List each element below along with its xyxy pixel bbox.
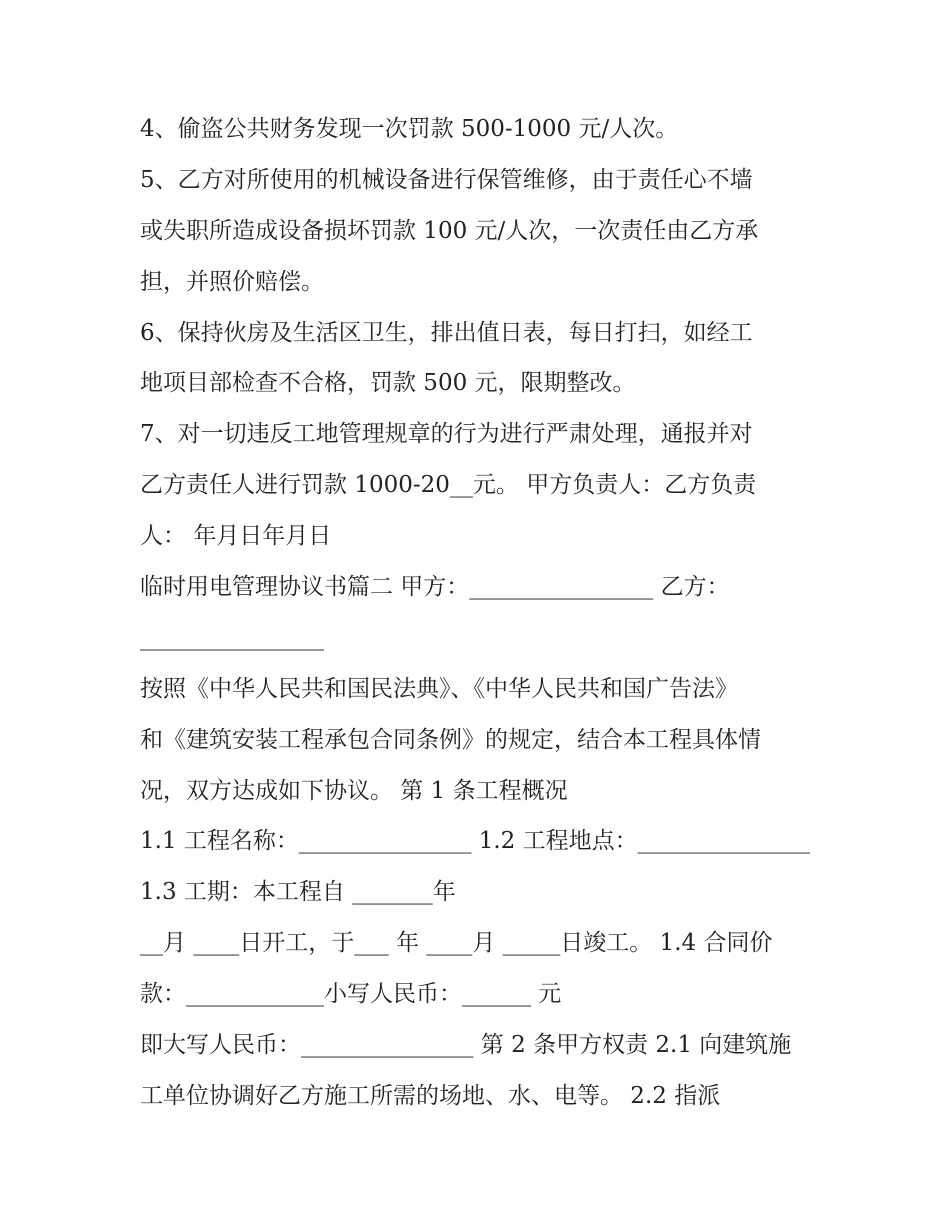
text-line: 况，双方达成如下协议。 第 1 条工程概况 — [140, 777, 568, 804]
text-line: 临时用电管理协议书篇二 甲方：________________ 乙方： — [140, 574, 730, 601]
text-line: 工单位协调好乙方施工所需的场地、水、电等。 2.2 指派 — [140, 1082, 721, 1109]
text-line: 或失职所造成设备损坏罚款 100 元/人次，一次责任由乙方承 — [140, 217, 759, 244]
text-line: 和《建筑安装工程承包合同条例》的规定，结合本工程具体情 — [140, 726, 761, 753]
text-line: 即大写人民币：_______________ 第 2 条甲方权责 2.1 向建筑施 — [140, 1032, 792, 1059]
text-line: 按照《中华人民共和国民法典》、《中华人民共和国广告法》 — [140, 675, 738, 702]
text-line: 7、对一切违反工地管理规章的行为进行严肃处理，通报并对 — [140, 421, 753, 448]
text-line: 担，并照价赔偿。 — [140, 268, 324, 295]
text-line: 4、偷盗公共财务发现一次罚款 500-1000 元/人次。 — [140, 116, 679, 142]
text-line: 人： 年月日年月日 — [140, 523, 332, 550]
document-body — [140, 104, 820, 1122]
text-line: 地项目部检查不合格，罚款 500 元，限期整改。 — [140, 370, 636, 397]
text-line: 5、乙方对所使用的机械设备进行保管维修，由于责任心不墙 — [140, 166, 753, 193]
text-line: 乙方责任人进行罚款 1000-20__元。 甲方负责人：乙方负责 — [140, 472, 757, 499]
text-line: 1.3 工期：本工程自 _______年 — [140, 879, 456, 906]
text-line: 款：____________小写人民币：______ 元 — [140, 981, 562, 1008]
text-line: 1.1 工程名称：_______________ 1.2 工程地点：_______________ — [140, 828, 811, 855]
text-line: ________________ — [140, 624, 324, 651]
text-line: __月 ____日开工，于___ 年 ____月 _____日竣工。 1.4 合同价 — [140, 930, 773, 957]
text-line: 6、保持伙房及生活区卫生，排出值日表，每日打扫，如经工 — [140, 319, 753, 346]
